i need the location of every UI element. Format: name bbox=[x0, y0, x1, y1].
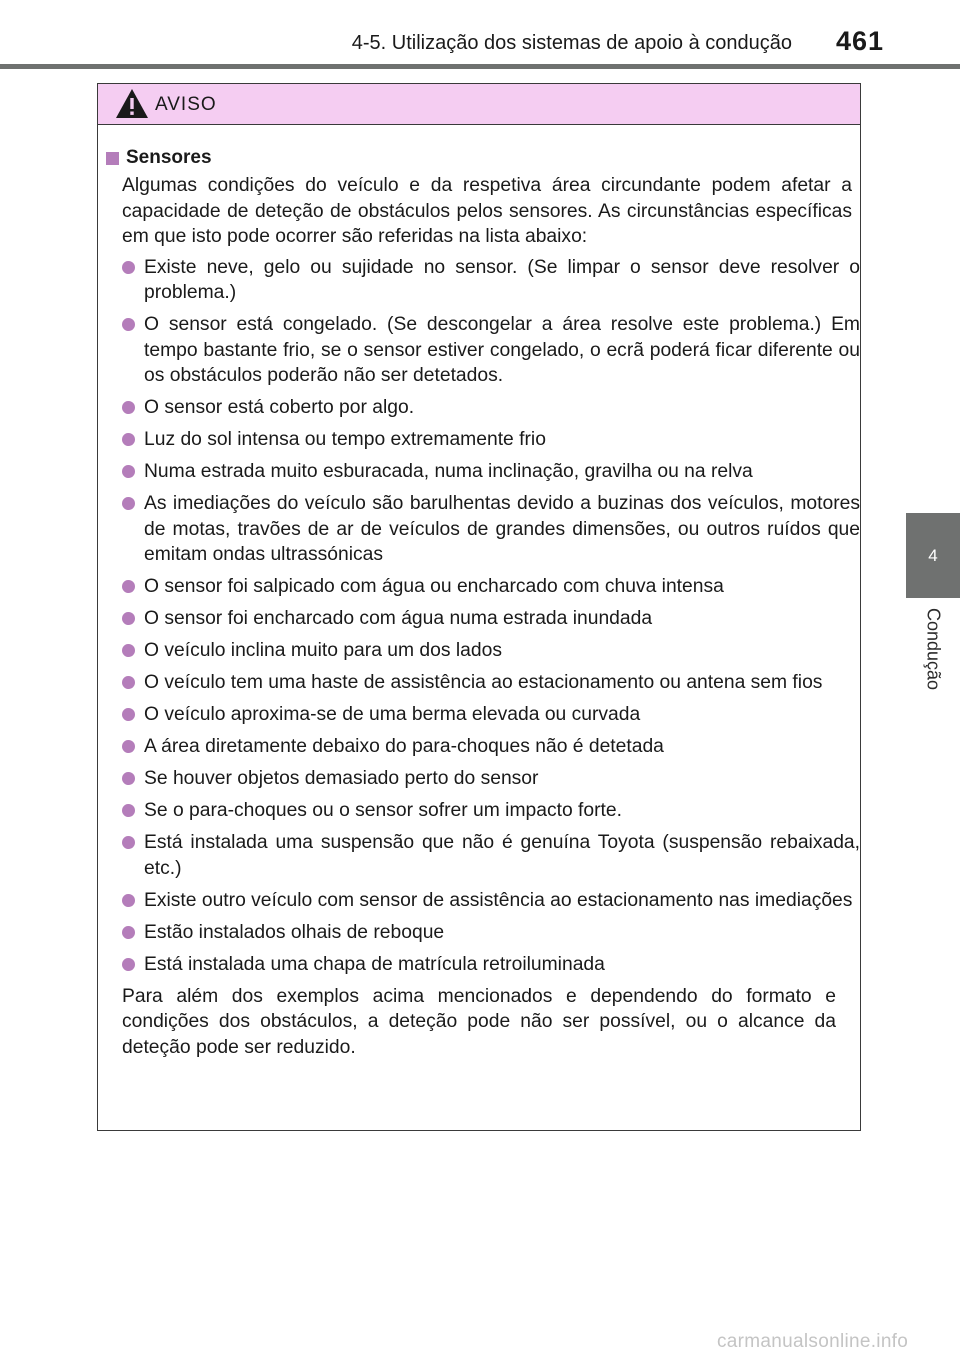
list-item bbox=[106, 395, 860, 421]
page-number: 461 bbox=[836, 26, 885, 56]
list-item-text: Existe outro veículo com sensor de assistência ao estacionamento nas imediações bbox=[144, 889, 853, 911]
list-item bbox=[106, 574, 860, 600]
chapter-tab[interactable] bbox=[906, 513, 960, 598]
warning-header bbox=[98, 84, 860, 125]
bullet-icon bbox=[122, 676, 135, 689]
warning-label: AVISO bbox=[155, 94, 217, 115]
list-item-text: Se o para-choques ou o sensor sofrer um impacto forte. bbox=[144, 800, 622, 821]
list-item bbox=[106, 638, 860, 664]
bullet-icon bbox=[122, 612, 135, 625]
header-rule bbox=[0, 64, 960, 69]
bullet-icon bbox=[122, 804, 135, 817]
list-item-text: Estão instalados olhais de reboque bbox=[144, 921, 445, 943]
section-title: Sensores bbox=[126, 147, 212, 168]
bullet-icon bbox=[122, 433, 135, 446]
watermark: carmanualsonline.info bbox=[717, 1331, 909, 1352]
list-item-text: O sensor foi salpicado com água ou encharcado com chuva intensa bbox=[144, 576, 724, 597]
list-item bbox=[106, 830, 860, 881]
condition-list bbox=[106, 255, 860, 978]
bullet-icon bbox=[122, 740, 135, 753]
bullet-icon bbox=[122, 261, 135, 274]
bullet-icon bbox=[122, 580, 135, 593]
list-item bbox=[106, 766, 860, 792]
list-item-text: Existe neve, gelo ou sujidade no sensor. (Se limpar o sensor deve resolver o problema.) bbox=[144, 256, 860, 303]
list-item bbox=[106, 312, 860, 389]
closing-paragraph: Para além dos exemplos acima mencionados e dependendo do formato e condições dos obstáculos, a deteção pode não ser possível, ou o alcance da deteção pode ser reduzido. bbox=[122, 985, 836, 1058]
bullet-icon bbox=[122, 958, 135, 971]
list-item bbox=[106, 798, 860, 824]
list-item-text: Está instalada uma suspensão que não é genuína Toyota (suspensão rebaixada, etc.) bbox=[144, 832, 860, 879]
list-item-text: Luz do sol intensa ou tempo extremamente frio bbox=[144, 429, 546, 450]
list-item-text: O veículo tem uma haste de assistência ao estacionamento ou antena sem fios bbox=[144, 672, 823, 693]
chapter-label: Condução bbox=[923, 608, 944, 691]
list-item-text: A área diretamente debaixo do para-choques não é detetada bbox=[144, 736, 664, 757]
bullet-icon bbox=[122, 497, 135, 510]
list-item-text: Numa estrada muito esburacada, numa inclinação, gravilha ou na relva bbox=[144, 461, 753, 482]
header-title: 4-5. Utilização dos sistemas de apoio à condução bbox=[351, 32, 792, 54]
bullet-icon bbox=[122, 318, 135, 331]
bullet-icon bbox=[122, 836, 135, 849]
bullet-icon bbox=[122, 401, 135, 414]
list-item-text: O sensor foi encharcado com água numa estrada inundada bbox=[144, 608, 653, 629]
list-item bbox=[106, 255, 860, 306]
list-item-text: O sensor está congelado. (Se descongelar a área resolve este problema.) Em tempo bastante frio, se o sensor estiver congelado, o ecrã poderá ficar diferente ou os obstáculos poderão não ser detetados. bbox=[144, 314, 860, 386]
warning-body bbox=[98, 125, 860, 1060]
list-item-text: Está instalada uma chapa de matrícula retroiluminada bbox=[144, 953, 605, 975]
list-item bbox=[106, 702, 860, 728]
bullet-icon bbox=[122, 926, 135, 939]
list-item bbox=[106, 606, 860, 632]
warning-triangle-icon bbox=[115, 88, 149, 119]
list-item-text: O veículo aproxima-se de uma berma elevada ou curvada bbox=[144, 704, 641, 725]
list-item bbox=[106, 734, 860, 760]
list-item-text: Se houver objetos demasiado perto do sensor bbox=[144, 768, 539, 789]
list-item bbox=[106, 427, 860, 453]
warning-box bbox=[97, 83, 861, 1131]
chapter-number: 4 bbox=[928, 545, 938, 565]
section-heading bbox=[106, 145, 852, 171]
list-item bbox=[106, 491, 860, 568]
bullet-icon bbox=[122, 644, 135, 657]
list-item bbox=[106, 459, 860, 485]
list-item-text: O sensor está coberto por algo. bbox=[144, 397, 415, 418]
list-item bbox=[106, 888, 860, 914]
bullet-icon bbox=[122, 894, 135, 907]
bullet-icon bbox=[122, 465, 135, 478]
bullet-icon bbox=[122, 708, 135, 721]
list-item-text: As imediações do veículo são barulhentas devido a buzinas dos veículos, motores de motas, travões de ar de veículos de grandes dimensões, ou outros ruídos que emitam ondas ultrassónicas bbox=[144, 493, 860, 565]
bullet-icon bbox=[122, 772, 135, 785]
list-item bbox=[106, 920, 860, 946]
intro-paragraph: Algumas condições do veículo e da respetiva área circundante podem afetar a capacidade de deteção de obstáculos pelos sensores. As circunstâncias específicas em que isto pode ocorrer são referidas na lista abaixo: bbox=[122, 175, 852, 247]
list-item bbox=[106, 952, 860, 978]
list-item bbox=[106, 670, 860, 696]
square-bullet-icon bbox=[106, 152, 119, 165]
list-item-text: O veículo inclina muito para um dos lados bbox=[144, 640, 502, 661]
